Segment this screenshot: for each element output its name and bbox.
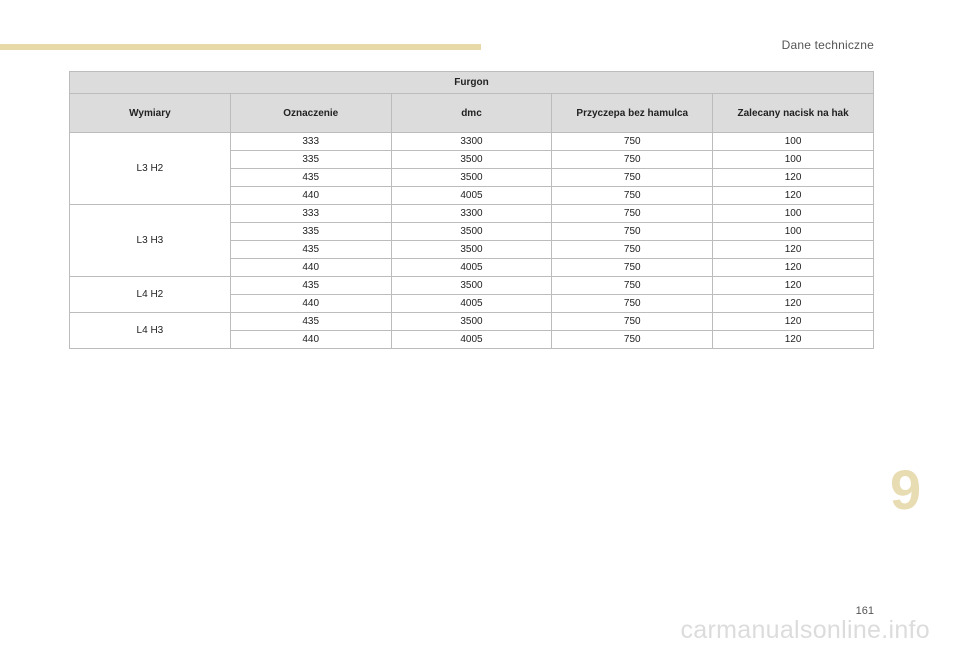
page-number: 161 bbox=[855, 605, 874, 617]
table-cell: 120 bbox=[713, 259, 874, 277]
table-cell: 440 bbox=[230, 187, 391, 205]
table-cell: 120 bbox=[713, 295, 874, 313]
table-row bbox=[70, 205, 874, 223]
column-header-unbraked-trailer: Przyczepa bez hamulca bbox=[552, 94, 713, 133]
table-cell: 335 bbox=[230, 223, 391, 241]
table-cell: 120 bbox=[713, 331, 874, 349]
table-cell: 100 bbox=[713, 151, 874, 169]
table-cell: 750 bbox=[552, 151, 713, 169]
table-row bbox=[70, 133, 874, 151]
table-cell: 3500 bbox=[391, 241, 552, 259]
table-cell: 120 bbox=[713, 169, 874, 187]
table-cell: 435 bbox=[230, 277, 391, 295]
table-cell: 100 bbox=[713, 223, 874, 241]
table-cell: 4005 bbox=[391, 295, 552, 313]
watermark: carmanualsonline.info bbox=[680, 616, 930, 644]
table-cell: 750 bbox=[552, 295, 713, 313]
table-cell: 750 bbox=[552, 187, 713, 205]
table-cell: 120 bbox=[713, 277, 874, 295]
table-cell: 333 bbox=[230, 205, 391, 223]
table-cell: 4005 bbox=[391, 259, 552, 277]
table-row bbox=[70, 277, 874, 295]
table-cell: 333 bbox=[230, 133, 391, 151]
column-header-noseweight: Zalecany nacisk na hak bbox=[713, 94, 874, 133]
table-cell: 3500 bbox=[391, 313, 552, 331]
table-cell: 120 bbox=[713, 313, 874, 331]
table-row bbox=[70, 313, 874, 331]
table-cell: 3500 bbox=[391, 169, 552, 187]
dimension-cell: L3 H3 bbox=[70, 205, 231, 277]
table-cell: 750 bbox=[552, 223, 713, 241]
table-cell: 100 bbox=[713, 133, 874, 151]
table-cell: 4005 bbox=[391, 187, 552, 205]
table-cell: 440 bbox=[230, 259, 391, 277]
table-cell: 3500 bbox=[391, 223, 552, 241]
table-cell: 750 bbox=[552, 205, 713, 223]
table-cell: 440 bbox=[230, 331, 391, 349]
table-cell: 435 bbox=[230, 241, 391, 259]
table-cell: 440 bbox=[230, 295, 391, 313]
table-cell: 120 bbox=[713, 241, 874, 259]
dimension-cell: L4 H2 bbox=[70, 277, 231, 313]
table-cell: 3300 bbox=[391, 205, 552, 223]
table-cell: 750 bbox=[552, 169, 713, 187]
column-header-designation: Oznaczenie bbox=[230, 94, 391, 133]
table-cell: 335 bbox=[230, 151, 391, 169]
table-cell: 435 bbox=[230, 313, 391, 331]
table-cell: 435 bbox=[230, 169, 391, 187]
table-cell: 750 bbox=[552, 259, 713, 277]
column-header-dimensions: Wymiary bbox=[70, 94, 231, 133]
table-cell: 750 bbox=[552, 313, 713, 331]
table-cell: 3300 bbox=[391, 133, 552, 151]
dimension-cell: L4 H3 bbox=[70, 313, 231, 349]
chapter-number: 9 bbox=[890, 458, 922, 521]
dimension-cell: L3 H2 bbox=[70, 133, 231, 205]
section-title: Dane techniczne bbox=[781, 38, 874, 52]
table-cell: 100 bbox=[713, 205, 874, 223]
table-cell: 750 bbox=[552, 331, 713, 349]
table-cell: 3500 bbox=[391, 151, 552, 169]
table-cell: 750 bbox=[552, 241, 713, 259]
column-header-gvw: dmc bbox=[391, 94, 552, 133]
top-accent-bar bbox=[0, 44, 481, 50]
table-cell: 750 bbox=[552, 133, 713, 151]
table-cell: 120 bbox=[713, 187, 874, 205]
table-cell: 750 bbox=[552, 277, 713, 295]
specs-table bbox=[69, 71, 874, 349]
table-cell: 4005 bbox=[391, 331, 552, 349]
table-group-title: Furgon bbox=[70, 72, 874, 94]
table-cell: 3500 bbox=[391, 277, 552, 295]
